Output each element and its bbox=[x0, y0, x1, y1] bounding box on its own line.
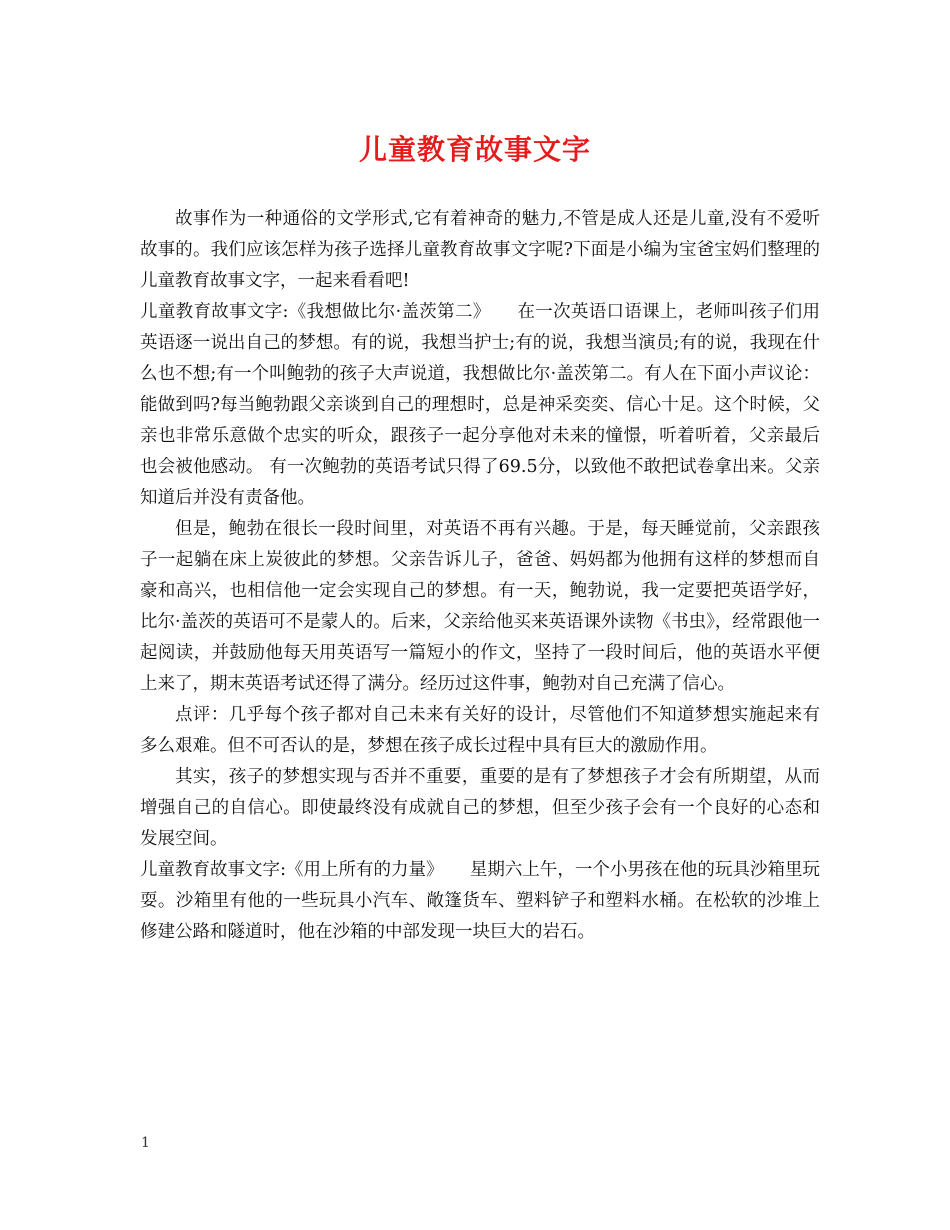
story-one-paragraph: 儿童教育故事文字:《我想做比尔·盖茨第二》 在一次英语口语课上，老师叫孩子们用英语逐一说出自己的梦想。有的说，我想当护士;有的说，我想当演员;有的说，我现在什么也不想;有一个叫鲍勃的孩子大声说道，我想做比尔·盖茨第二。有人在下面小声议论：能做到吗?每当鲍勃跟父亲谈到自己的理想时，总是神采奕奕、信心十足。这个时候，父亲也非常乐意做个忠实的听众，跟孩子一起分享他对未来的憧憬，听着听着，父亲最后也会被他感动。 有一次鲍勃的英语考试只得了69.5分，以致他不敢把试卷拿出来。父亲知道后并没有责备他。 bbox=[140, 302, 820, 508]
page-number: 1 bbox=[141, 1135, 150, 1151]
story-two-paragraph: 儿童教育故事文字:《用上所有的力量》 星期六上午，一个小男孩在他的玩具沙箱里玩耍。沙箱里有他的一些玩具小汽车、敞篷货车、塑料铲子和塑料水桶。在松软的沙堆上修建公路和隧道时，他在沙箱的中部发现一块巨大的岩石。 bbox=[140, 860, 820, 942]
intro-paragraph: 故事作为一种通俗的文学形式,它有着神奇的魅力,不管是成人还是儿童,没有不爱听故事的。我们应该怎样为孩子选择儿童教育故事文字呢?下面是小编为宝爸宝妈们整理的儿童教育故事文字，一起来看看吧! bbox=[140, 209, 820, 291]
document-title: 儿童教育故事文字 bbox=[358, 133, 591, 166]
document-body bbox=[140, 204, 820, 948]
story-one-continued-paragraph: 但是，鲍勃在很长一段时间里，对英语不再有兴趣。于是，每天睡觉前，父亲跟孩子一起躺在床上炭彼此的梦想。父亲告诉儿子，爸爸、妈妈都为他拥有这样的梦想而自豪和高兴，也相信他一定会实现自己的梦想。有一天，鲍勃说，我一定要把英语学好，比尔·盖茨的英语可不是蒙人的。后来，父亲给他买来英语课外读物《书虫》，经常跟他一起阅读，并鼓励他每天用英语写一篇短小的作文，坚持了一段时间后，他的英语水平便上来了，期末英语考试还得了满分。经历过这件事，鲍勃对自己充满了信心。 bbox=[140, 519, 820, 694]
conclusion-paragraph: 其实，孩子的梦想实现与否并不重要，重要的是有了梦想孩子才会有所期望，从而增强自己的自信心。即使最终没有成就自己的梦想，但至少孩子会有一个良好的心态和发展空间。 bbox=[140, 767, 820, 849]
comment-paragraph: 点评：几乎每个孩子都对自己未来有关好的设计，尽管他们不知道梦想实施起来有多么艰难。但不可否认的是，梦想在孩子成长过程中具有巨大的激励作用。 bbox=[140, 705, 820, 756]
